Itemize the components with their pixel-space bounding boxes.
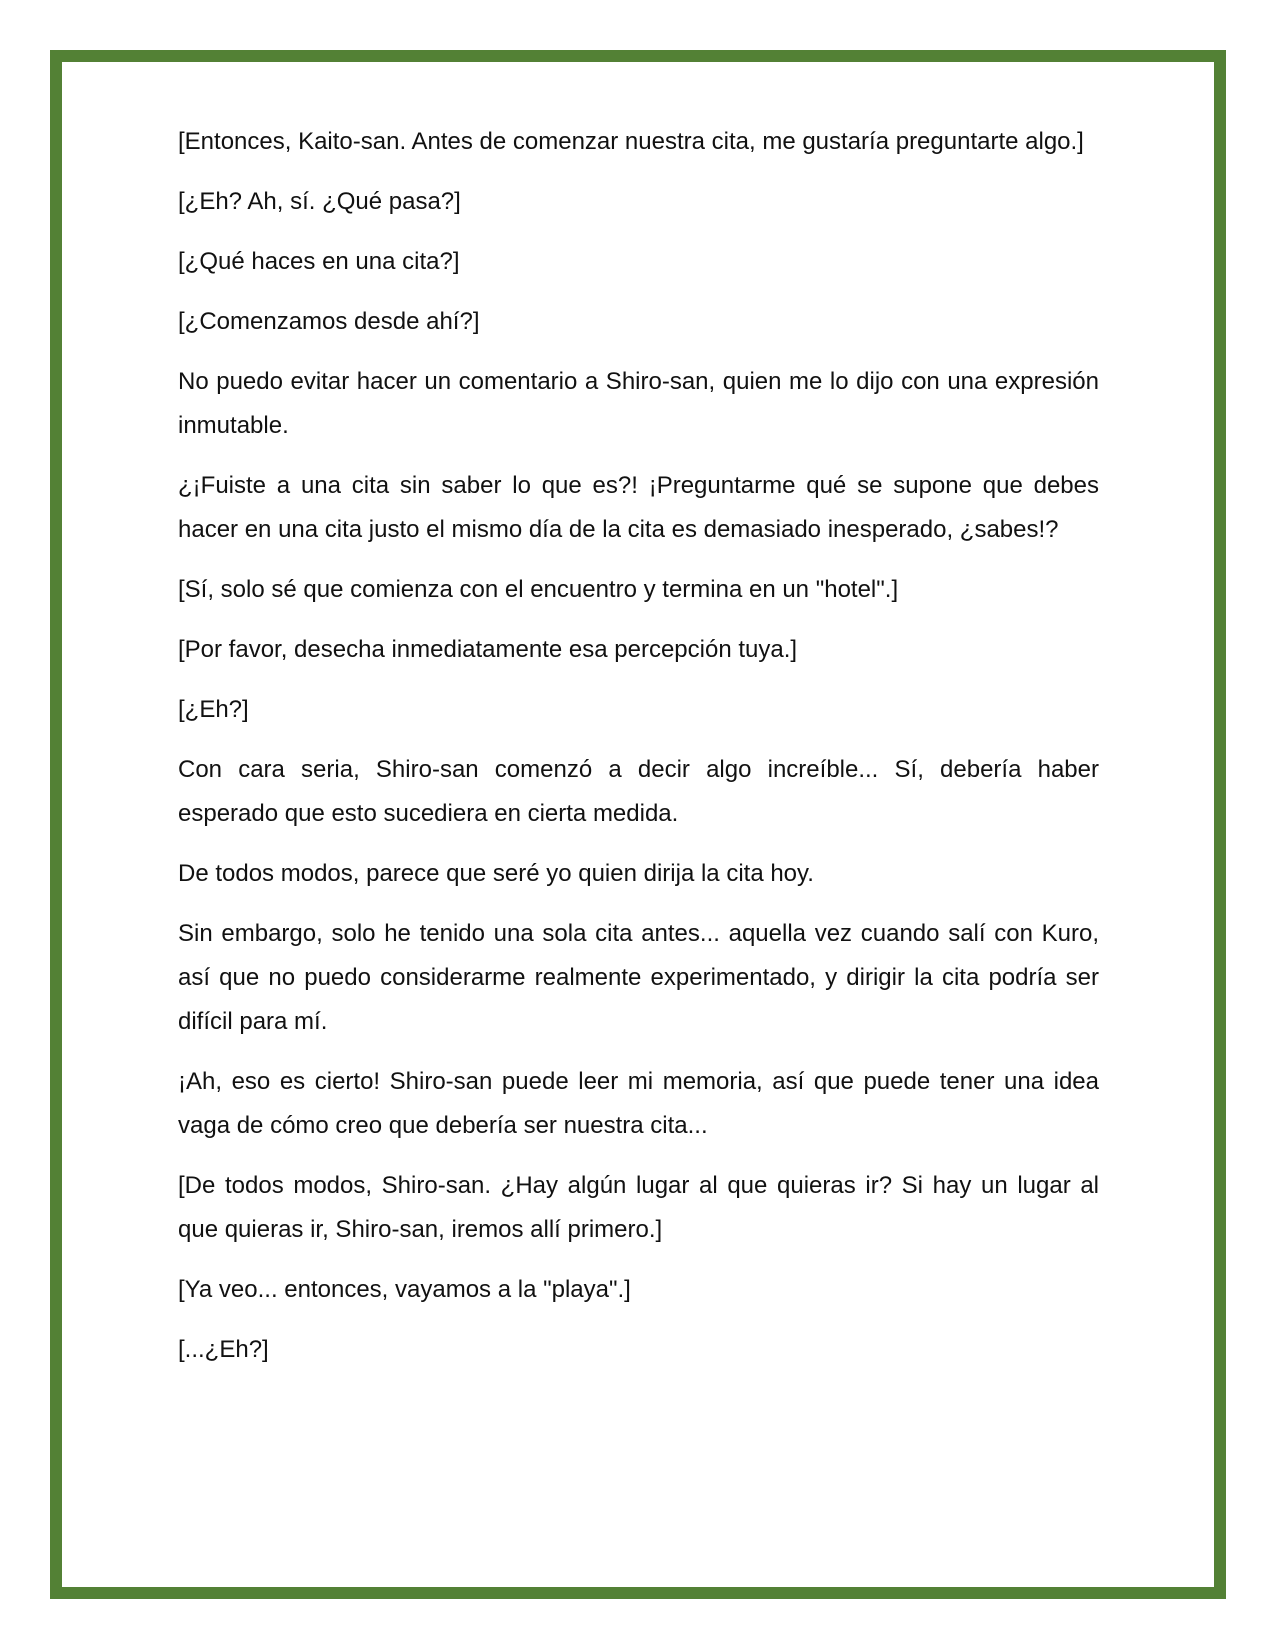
paragraph-16: [...¿Eh?]: [178, 1336, 269, 1363]
paragraph-2: [¿Eh? Ah, sí. ¿Qué pasa?]: [178, 188, 461, 215]
paragraph-11: De todos modos, parece que seré yo quien dirija la cita hoy.: [178, 860, 814, 887]
paragraph-14: [De todos modos, Shiro-san. ¿Hay algún lugar al que quieras ir? Si hay un lugar al que quieras ir, Shiro-san, iremos allí primero.]: [178, 1172, 1099, 1243]
paragraph-3: [¿Qué haces en una cita?]: [178, 248, 460, 275]
paragraph-13: ¡Ah, eso es cierto! Shiro-san puede leer mi memoria, así que puede tener una idea vaga de cómo creo que debería ser nuestra cita...: [178, 1068, 1099, 1139]
paragraph-8: [Por favor, desecha inmediatamente esa percepción tuya.]: [178, 636, 798, 663]
paragraph-5: No puedo evitar hacer un comentario a Shiro-san, quien me lo dijo con una expresión inmutable.: [178, 368, 1099, 439]
paragraph-12: Sin embargo, solo he tenido una sola cita antes... aquella vez cuando salí con Kuro, así que no puedo considerarme realmente experimentado, y dirigir la cita podría ser difícil para mí.: [178, 920, 1099, 1035]
paragraph-7: [Sí, solo sé que comienza con el encuentro y termina en un "hotel".]: [178, 576, 899, 603]
paragraph-9: [¿Eh?]: [178, 696, 249, 723]
paragraph-1: [Entonces, Kaito-san. Antes de comenzar nuestra cita, me gustaría preguntarte algo.]: [178, 128, 1084, 155]
paragraph-10: Con cara seria, Shiro-san comenzó a decir algo increíble... Sí, debería haber esperado que esto sucediera en cierta medida.: [178, 756, 1099, 827]
paragraph-15: [Ya veo... entonces, vayamos a la "playa".]: [178, 1276, 631, 1303]
paragraph-4: [¿Comenzamos desde ahí?]: [178, 308, 480, 335]
document-body: [178, 120, 1099, 1388]
paragraph-6: ¿¡Fuiste a una cita sin saber lo que es?! ¡Preguntarme qué se supone que debes hacer en una cita justo el mismo día de la cita es demasiado inesperado, ¿sabes!?: [178, 472, 1099, 543]
